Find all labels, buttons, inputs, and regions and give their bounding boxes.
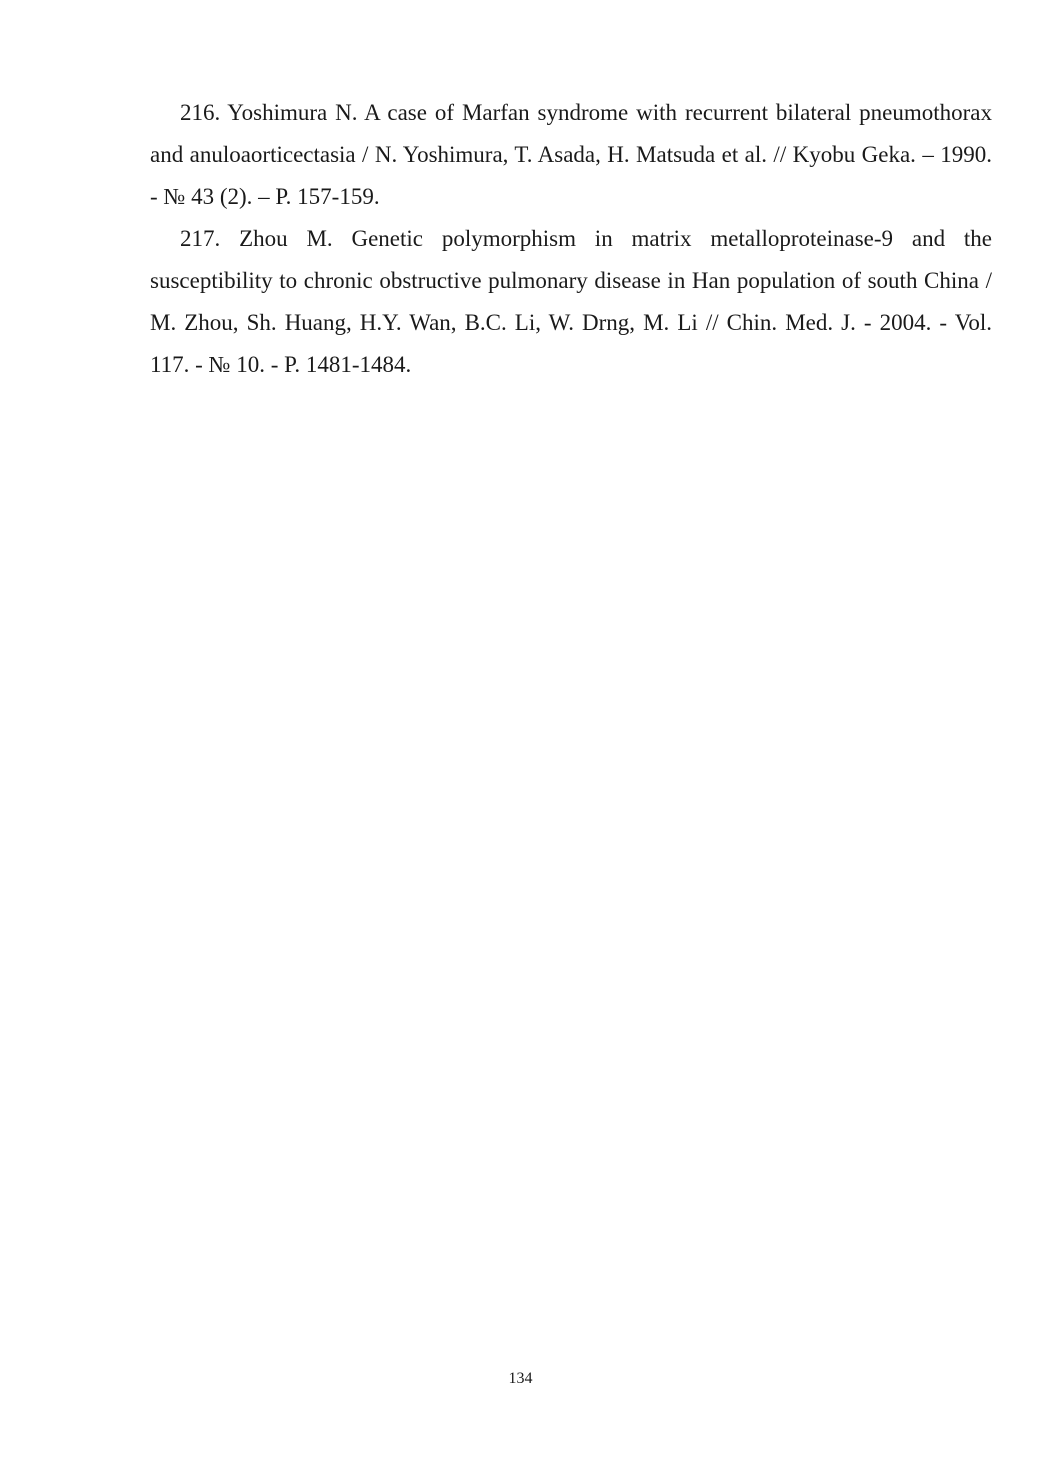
page-number: 134: [508, 1370, 533, 1387]
reference-entry-217: 217. Zhou M. Genetic polymorphism in matrix metalloproteinase-9 and the susceptibility to chronic obstructive pulmonary disease in Han population of south China / M. Zhou, Sh. Huang, H.Y. Wan, B.C. Li, W. Drng, M. Li // Chin. Med. J. - 2004. - Vol. 117. - № 10. - P. 1481-1484.: [150, 226, 992, 377]
reference-entry-216: 216. Yoshimura N. A case of Marfan syndrome with recurrent bilateral pneumothorax and anuloaorticectasia / N. Yoshimura, T. Asada, H. Matsuda et al. // Kyobu Geka. – 1990. - № 43 (2). – P. 157-159.: [150, 100, 992, 209]
reference-list: [150, 92, 992, 386]
